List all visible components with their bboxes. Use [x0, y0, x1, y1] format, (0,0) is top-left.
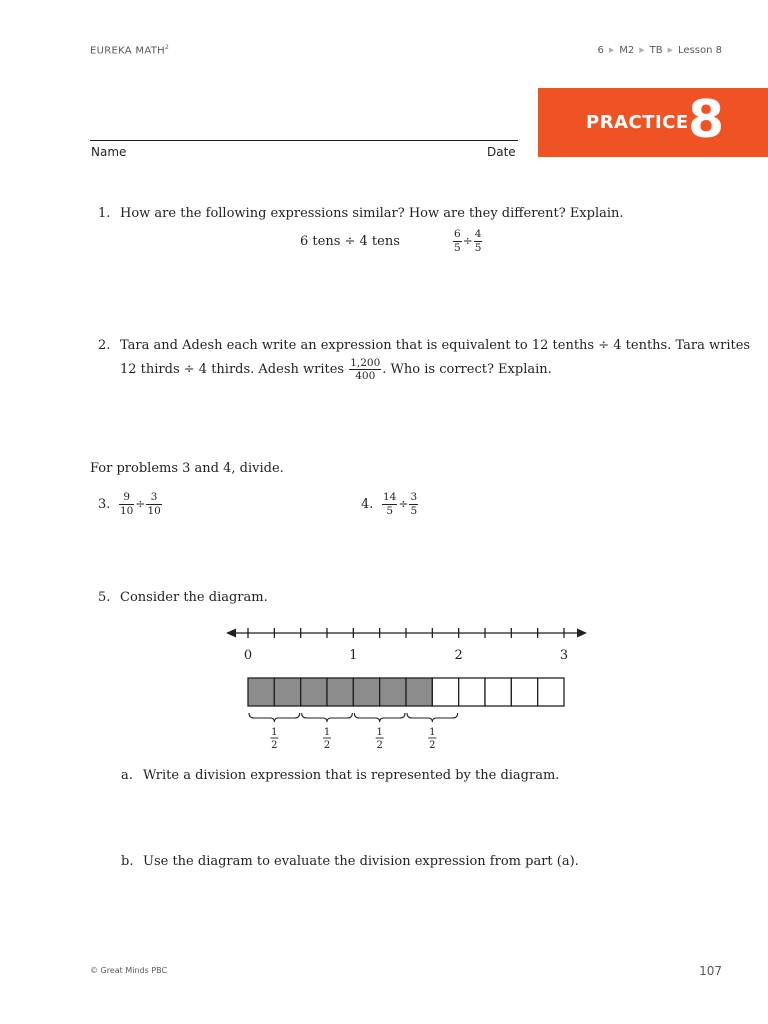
- divide-sign: ÷: [398, 497, 409, 511]
- problem-2-number: 2.: [98, 338, 111, 353]
- breadcrumb-lesson: Lesson 8: [678, 45, 722, 56]
- number-line-tick-label: 2: [454, 648, 463, 663]
- tape-part-shaded: [274, 678, 300, 706]
- number-line-tick-label: 1: [349, 648, 358, 663]
- tape-part-shaded: [406, 678, 432, 706]
- problem-1-number: 1.: [98, 206, 111, 221]
- tape-part-shaded: [301, 678, 327, 706]
- practice-label: PRACTICE: [586, 112, 689, 133]
- tape-part: [459, 678, 485, 706]
- fraction: $\frac{6}{5}$: [454, 228, 461, 254]
- problem-3-expression: [118, 492, 163, 516]
- tape-part-shaded: [353, 678, 379, 706]
- problem-5b-text: Use the diagram to evaluate the division expression from part (a).: [143, 854, 579, 869]
- date-label: Date: [487, 145, 516, 159]
- number-line-tick-label: 0: [243, 648, 253, 663]
- problem-2-line-1: Tara and Adesh each write an expression that is equivalent to 12 tenths ÷ 4 tenths. Tara writes: [120, 338, 751, 353]
- breadcrumb-book: TB: [649, 45, 663, 56]
- triangle-separator-icon: ▶: [639, 46, 645, 54]
- arrow-left-icon: [226, 629, 236, 638]
- name-date-line[interactable]: [90, 140, 518, 141]
- group-brace: [249, 713, 300, 722]
- tape-part: [538, 678, 564, 706]
- copyright: © Great Minds PBC: [90, 966, 168, 975]
- triangle-separator-icon: ▶: [667, 46, 674, 54]
- tape-part-shaded: [380, 678, 406, 706]
- arrow-right-icon: [577, 629, 587, 638]
- group-brace: [354, 713, 405, 722]
- group-label-numerator: 1: [323, 727, 331, 738]
- group-label-denominator: 2: [376, 740, 383, 751]
- problem-5-number: 5.: [98, 590, 111, 605]
- problem-4-number: 4.: [361, 497, 374, 512]
- problem-1-expression-b: [452, 229, 483, 253]
- triangle-separator-icon: ▶: [608, 46, 615, 54]
- problems-3-4-instruction: For problems 3 and 4, divide.: [90, 461, 284, 476]
- breadcrumb-module: M2: [619, 45, 635, 56]
- divide-sign: ÷: [135, 497, 146, 511]
- problem-5-text: Consider the diagram.: [120, 590, 268, 605]
- problem-5b-label: b.: [121, 854, 134, 869]
- practice-number: 8: [688, 90, 725, 150]
- fraction: $\frac{3}{10}$: [147, 491, 161, 517]
- group-brace: [407, 713, 458, 722]
- group-label-numerator: 1: [376, 727, 383, 738]
- fraction: $\frac{14}{5}$: [383, 491, 397, 517]
- problem-1-text: How are the following expressions similar? How are they different? Explain.: [120, 206, 624, 221]
- problem-4-expression: [381, 492, 419, 516]
- group-label-denominator: 2: [271, 740, 278, 751]
- problem-5a-text: Write a division expression that is represented by the diagram.: [143, 768, 560, 783]
- breadcrumb: [598, 45, 722, 56]
- practice-banner: [538, 88, 768, 157]
- tape-part: [511, 678, 537, 706]
- tape-part: [485, 678, 511, 706]
- page-number: 107: [699, 964, 722, 978]
- brand-logo-text: EUREKA MATH$^2$: [90, 44, 170, 57]
- group-label-denominator: 2: [429, 740, 436, 751]
- problem-3-number: 3.: [98, 497, 111, 512]
- tape-part-shaded: [248, 678, 274, 706]
- group-label-denominator: 2: [323, 740, 331, 751]
- problem-1-expression-a: 6 tens ÷ 4 tens: [300, 234, 400, 249]
- divide-sign: ÷: [462, 234, 473, 248]
- breadcrumb-grade: 6: [597, 45, 604, 56]
- number-line-tick-label: 3: [559, 648, 569, 663]
- fraction: $\frac{3}{5}$: [410, 491, 418, 517]
- group-label-numerator: 1: [271, 727, 278, 738]
- fraction: $\frac{4}{5}$: [474, 228, 482, 254]
- problem-5a-label: a.: [121, 768, 133, 783]
- group-label-numerator: 1: [429, 727, 436, 738]
- problem-2-line-2: 12 thirds ÷ 4 thirds. Adesh writes $\frac{1,200}{400}$ . Who is correct? Explain.: [120, 356, 552, 382]
- tape-part-shaded: [327, 678, 353, 706]
- name-label: Name: [91, 145, 127, 159]
- fraction: $\frac{9}{10}$: [120, 491, 134, 517]
- group-brace: [302, 713, 353, 722]
- tape-part: [432, 678, 458, 706]
- fraction: $\frac{1,200}{400}$: [350, 356, 381, 382]
